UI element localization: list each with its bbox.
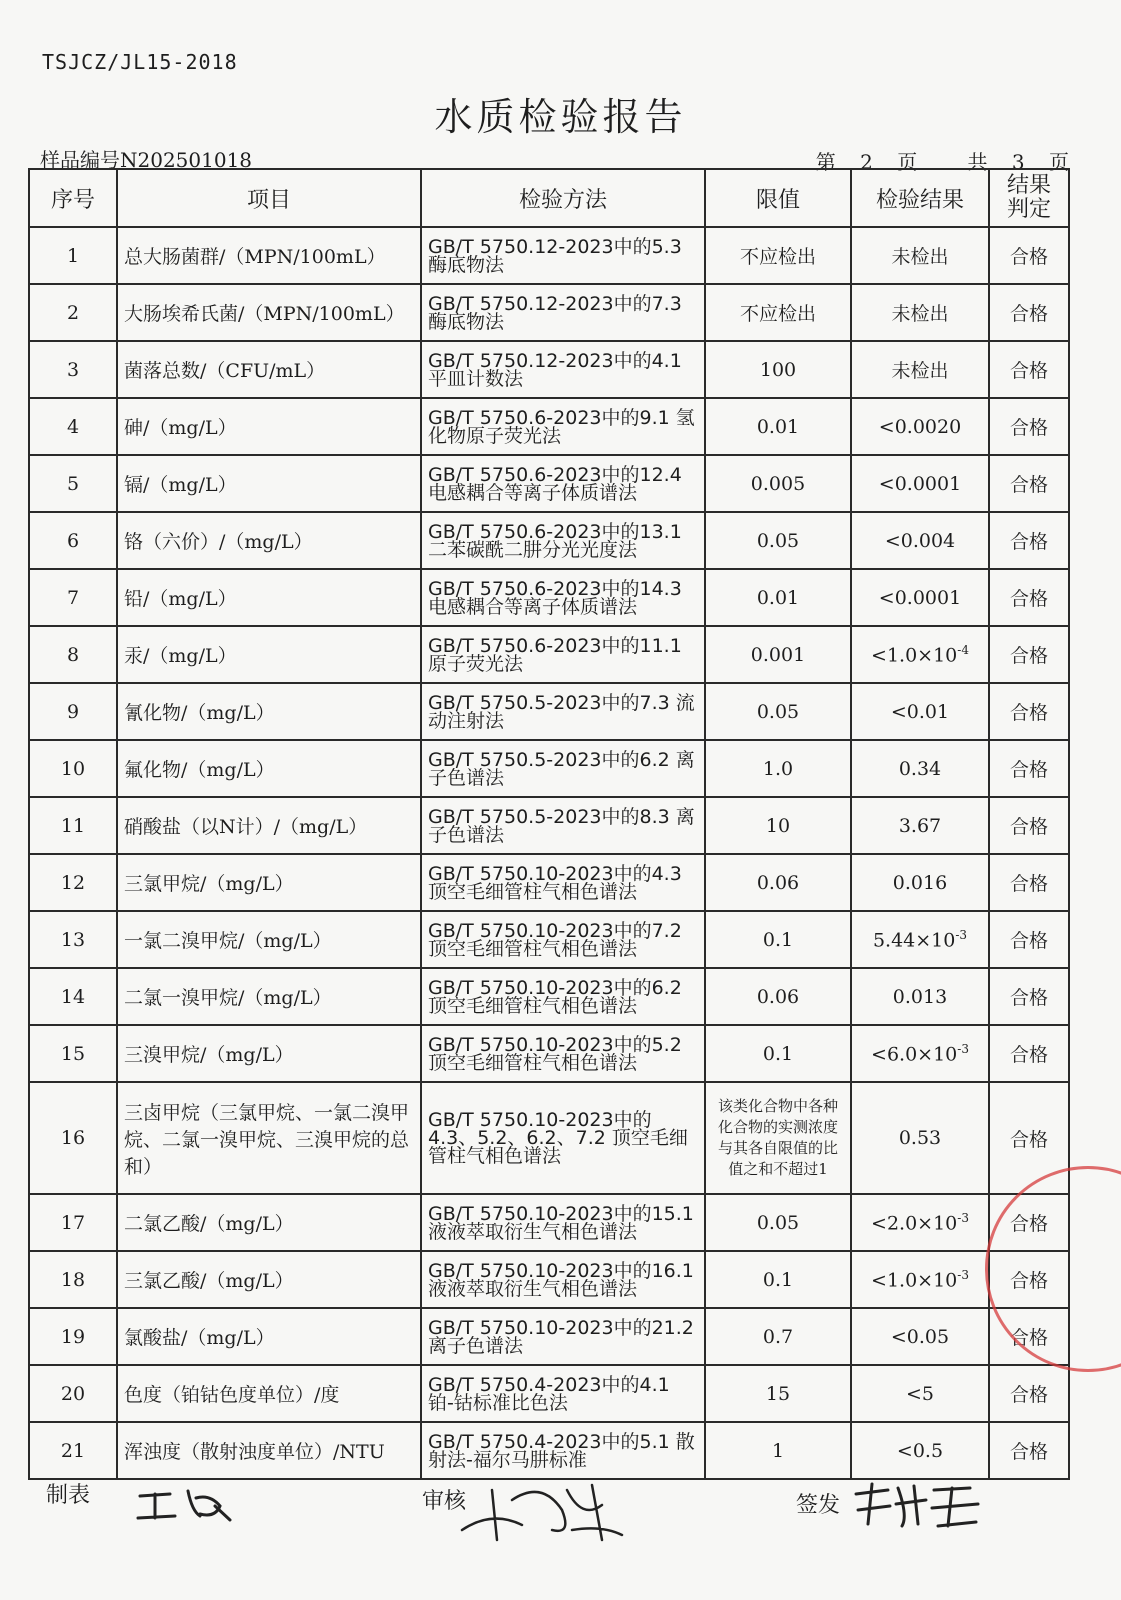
row-no-text: 5 — [66, 472, 80, 495]
row-method-text: GB/T 5750.12-2023中的5.3 酶底物法 — [428, 235, 682, 276]
row-item — [117, 341, 421, 398]
row-judgement-text: 合格 — [1009, 531, 1048, 553]
row-method-text: GB/T 5750.10-2023中的16.1 液液萃取衍生气相色谱法 — [428, 1259, 694, 1300]
page-total-label: 页 — [1049, 150, 1071, 174]
row-judgement — [989, 1025, 1069, 1082]
row-no-text: 9 — [66, 700, 80, 723]
row-judgement-text: 合格 — [1009, 930, 1048, 952]
row-limit — [705, 455, 851, 512]
row-method-text: GB/T 5750.10-2023中的6.2 顶空毛细管柱气相色谱法 — [428, 976, 682, 1017]
result-exponent: -4 — [957, 642, 969, 657]
row-item-text: 氰化物/（mg/L） — [124, 702, 275, 724]
row-item — [117, 1422, 421, 1479]
row-judgement — [989, 341, 1069, 398]
row-no-text: 19 — [60, 1325, 86, 1348]
row-item-text: 氯酸盐/（mg/L） — [124, 1327, 275, 1349]
row-result-text: 5.44×10 — [872, 929, 956, 952]
row-no — [29, 455, 117, 512]
page-label: 页 — [897, 150, 920, 174]
table-row — [29, 1082, 1069, 1194]
header-no: 序号 — [29, 169, 117, 227]
row-limit-text: 0.001 — [750, 643, 806, 666]
row-result — [851, 911, 989, 968]
row-item-text: 铅/（mg/L） — [124, 588, 237, 610]
row-item-text: 三氯乙酸/（mg/L） — [124, 1270, 294, 1292]
row-judgement — [989, 797, 1069, 854]
row-method-text: GB/T 5750.4-2023中的4.1 铂-钴标准比色法 — [428, 1373, 670, 1414]
row-limit-text: 10 — [765, 814, 791, 837]
row-result-text: 0.016 — [892, 871, 948, 894]
row-judgement — [989, 626, 1069, 683]
row-method — [421, 569, 705, 626]
row-limit — [705, 911, 851, 968]
row-limit — [705, 740, 851, 797]
row-judgement-text: 合格 — [1009, 1270, 1048, 1292]
row-method — [421, 1025, 705, 1082]
row-result — [851, 854, 989, 911]
row-result — [851, 740, 989, 797]
row-limit — [705, 341, 851, 398]
table-row — [29, 626, 1069, 683]
page-total-prefix: 共 — [967, 150, 990, 174]
row-no — [29, 1365, 117, 1422]
row-result-text: 3.67 — [898, 814, 942, 837]
row-method-text: GB/T 5750.5-2023中的8.3 离子色谱法 — [428, 805, 695, 846]
table-row — [29, 968, 1069, 1025]
row-item — [117, 1025, 421, 1082]
row-item-text: 一氯二溴甲烷/（mg/L） — [124, 930, 332, 952]
header-judge-line2: 判定 — [1006, 197, 1051, 222]
row-no-text: 2 — [66, 301, 80, 324]
row-method-text: GB/T 5750.10-2023中的15.1 液液萃取衍生气相色谱法 — [428, 1202, 694, 1243]
row-method — [421, 683, 705, 740]
row-result — [851, 683, 989, 740]
table-header-row — [29, 169, 1069, 227]
header-limit: 限值 — [705, 169, 851, 227]
row-method — [421, 1082, 705, 1194]
row-item — [117, 797, 421, 854]
row-no-text: 1 — [66, 244, 80, 267]
row-no — [29, 512, 117, 569]
row-item-text: 二氯乙酸/（mg/L） — [124, 1213, 294, 1235]
row-item — [117, 569, 421, 626]
row-limit — [705, 398, 851, 455]
row-item — [117, 1308, 421, 1365]
row-judgement — [989, 683, 1069, 740]
row-no — [29, 740, 117, 797]
row-no — [29, 797, 117, 854]
row-judgement-text: 合格 — [1009, 1044, 1048, 1066]
row-method — [421, 341, 705, 398]
row-method-text: GB/T 5750.10-2023中的21.2 离子色谱法 — [428, 1316, 694, 1357]
row-limit — [705, 1025, 851, 1082]
row-limit — [705, 1082, 851, 1194]
row-limit-text: 1.0 — [762, 757, 794, 780]
row-judgement-text: 合格 — [1009, 816, 1048, 838]
row-judgement — [989, 740, 1069, 797]
row-result — [851, 797, 989, 854]
row-method-text: GB/T 5750.10-2023中的4.3、5.2、6.2、7.2 顶空毛细管柱气相色谱法 — [428, 1109, 688, 1167]
row-limit-text: 0.05 — [756, 1211, 800, 1234]
row-item — [117, 683, 421, 740]
row-judgement — [989, 455, 1069, 512]
row-limit — [705, 1308, 851, 1365]
row-no-text: 12 — [60, 871, 86, 894]
row-judgement — [989, 1422, 1069, 1479]
row-method-text: GB/T 5750.6-2023中的14.3 电感耦合等离子体质谱法 — [428, 577, 682, 618]
row-judgement — [989, 854, 1069, 911]
row-result-text: <0.0001 — [878, 586, 962, 609]
row-item — [117, 284, 421, 341]
row-no-text: 3 — [66, 358, 80, 381]
row-judgement-text: 合格 — [1009, 246, 1048, 268]
reviewer-label: 审核 — [422, 1489, 467, 1514]
row-method-text: GB/T 5750.6-2023中的9.1 氢化物原子荧光法 — [428, 406, 695, 447]
table-row — [29, 911, 1069, 968]
row-no — [29, 569, 117, 626]
result-exponent: -3 — [957, 1267, 969, 1282]
table-row — [29, 455, 1069, 512]
row-item — [117, 1194, 421, 1251]
table-row — [29, 341, 1069, 398]
header-method: 检验方法 — [421, 169, 705, 227]
table-row — [29, 683, 1069, 740]
row-result — [851, 1308, 989, 1365]
row-limit-text: 0.7 — [762, 1325, 794, 1348]
row-method-text: GB/T 5750.6-2023中的11.1 原子荧光法 — [428, 634, 682, 675]
row-result — [851, 1025, 989, 1082]
row-item — [117, 1365, 421, 1422]
row-method-text: GB/T 5750.10-2023中的4.3 顶空毛细管柱气相色谱法 — [428, 862, 682, 903]
row-limit — [705, 512, 851, 569]
row-judgement-text: 合格 — [1009, 873, 1048, 895]
row-result-text: 未检出 — [891, 303, 949, 325]
row-no-text: 7 — [66, 586, 80, 609]
report-title: 水质检验报告 — [434, 95, 687, 139]
row-limit-text: 0.1 — [762, 1042, 794, 1065]
row-judgement — [989, 968, 1069, 1025]
row-no — [29, 1082, 117, 1194]
row-judgement — [989, 284, 1069, 341]
sample-number: 样品编号N202501018 — [40, 148, 253, 172]
row-result-text: 未检出 — [891, 360, 949, 382]
row-item — [117, 512, 421, 569]
row-limit — [705, 968, 851, 1025]
row-result — [851, 626, 989, 683]
row-result — [851, 1194, 989, 1251]
row-no — [29, 284, 117, 341]
row-item-text: 砷/（mg/L） — [124, 417, 237, 439]
row-item-text: 三溴甲烷/（mg/L） — [124, 1044, 294, 1066]
row-method — [421, 911, 705, 968]
result-exponent: -3 — [955, 927, 968, 942]
table-row — [29, 740, 1069, 797]
row-no-text: 14 — [60, 985, 86, 1008]
row-method-text: GB/T 5750.5-2023中的7.3 流动注射法 — [428, 691, 695, 732]
row-method-text: GB/T 5750.10-2023中的7.2 顶空毛细管柱气相色谱法 — [428, 919, 682, 960]
row-item — [117, 968, 421, 1025]
row-result-text: <0.05 — [890, 1325, 950, 1348]
row-item-text: 铬（六价）/（mg/L） — [124, 531, 313, 553]
row-result-text: <1.0×10 — [871, 1269, 958, 1292]
row-item-text: 总大肠菌群/（MPN/100mL） — [124, 246, 386, 268]
row-result — [851, 512, 989, 569]
results-table — [28, 168, 1070, 1480]
row-method-text: GB/T 5750.6-2023中的13.1 二苯碳酰二肼分光光度法 — [428, 520, 682, 561]
row-limit — [705, 227, 851, 284]
row-item-text: 三氯甲烷/（mg/L） — [124, 873, 294, 895]
row-method — [421, 398, 705, 455]
row-result — [851, 284, 989, 341]
row-item-text: 菌落总数/（CFU/mL） — [124, 360, 326, 382]
row-result — [851, 398, 989, 455]
row-no-text: 6 — [66, 529, 80, 552]
row-judgement — [989, 911, 1069, 968]
row-limit — [705, 1365, 851, 1422]
header-judge-line1: 结果 — [1006, 173, 1051, 198]
row-judgement-text: 合格 — [1009, 1213, 1048, 1235]
row-result-text: 0.013 — [892, 985, 948, 1008]
row-result-text: <0.0001 — [878, 472, 962, 495]
header-item: 项目 — [117, 169, 421, 227]
row-method-text: GB/T 5750.6-2023中的12.4 电感耦合等离子体质谱法 — [428, 463, 682, 504]
row-limit — [705, 683, 851, 740]
row-result-text: <5 — [905, 1382, 934, 1405]
row-no — [29, 1308, 117, 1365]
row-result — [851, 1082, 989, 1194]
table-row — [29, 569, 1069, 626]
row-limit-text: 不应检出 — [739, 246, 816, 268]
row-method — [421, 455, 705, 512]
table-row — [29, 1365, 1069, 1422]
row-judgement-text: 合格 — [1009, 360, 1048, 382]
row-limit-text: 0.1 — [762, 1268, 794, 1291]
row-limit — [705, 797, 851, 854]
row-no-text: 15 — [60, 1042, 86, 1065]
row-item-text: 汞/（mg/L） — [124, 645, 237, 667]
row-limit-text: 100 — [759, 358, 797, 381]
row-no-text: 20 — [60, 1382, 86, 1405]
row-judgement-text: 合格 — [1009, 417, 1048, 439]
row-method-text: GB/T 5750.12-2023中的7.3 酶底物法 — [428, 292, 682, 333]
header-result: 检验结果 — [851, 169, 989, 227]
table-row — [29, 1025, 1069, 1082]
row-no — [29, 1194, 117, 1251]
row-limit — [705, 284, 851, 341]
row-no-text: 18 — [60, 1268, 86, 1291]
row-item-text: 硝酸盐（以N计）/（mg/L） — [124, 816, 368, 838]
table-row — [29, 398, 1069, 455]
row-judgement-text: 合格 — [1009, 1441, 1048, 1463]
page-prefix: 第 — [815, 150, 838, 174]
row-method — [421, 1251, 705, 1308]
row-item — [117, 455, 421, 512]
row-judgement — [989, 569, 1069, 626]
row-judgement-text: 合格 — [1009, 987, 1048, 1009]
row-limit-text: 0.01 — [756, 586, 800, 609]
result-exponent: -3 — [957, 1210, 969, 1225]
page-total: 3 — [1011, 150, 1027, 174]
row-result-text: 0.34 — [898, 757, 942, 780]
row-limit-text: 0.005 — [750, 472, 806, 495]
row-no-text: 11 — [60, 814, 86, 837]
row-no — [29, 968, 117, 1025]
row-method — [421, 1308, 705, 1365]
row-limit — [705, 1251, 851, 1308]
row-limit-text: 15 — [765, 1382, 791, 1405]
table-row — [29, 854, 1069, 911]
row-judgement-text: 合格 — [1009, 1327, 1048, 1349]
row-no-text: 17 — [60, 1211, 86, 1234]
row-judgement-text: 合格 — [1009, 588, 1048, 610]
row-limit-text: 0.06 — [756, 871, 800, 894]
row-item — [117, 227, 421, 284]
row-result — [851, 1365, 989, 1422]
table-row — [29, 227, 1069, 284]
row-result — [851, 1422, 989, 1479]
page-current: 2 — [860, 150, 875, 174]
row-item — [117, 854, 421, 911]
table-row — [29, 1194, 1069, 1251]
row-judgement — [989, 1365, 1069, 1422]
row-limit — [705, 854, 851, 911]
row-result-text: 0.53 — [898, 1127, 942, 1149]
row-result — [851, 569, 989, 626]
row-method — [421, 854, 705, 911]
row-no — [29, 683, 117, 740]
row-limit — [705, 626, 851, 683]
row-method — [421, 512, 705, 569]
row-judgement — [989, 398, 1069, 455]
row-method-text: GB/T 5750.4-2023中的5.1 散射法-福尔马肼标准 — [428, 1430, 695, 1471]
row-limit-text: 该类化合物中各种化合物的实测浓度与其各自限值的比值之和不超过1 — [717, 1097, 838, 1178]
row-method — [421, 284, 705, 341]
row-method-text: GB/T 5750.10-2023中的5.2 顶空毛细管柱气相色谱法 — [428, 1033, 682, 1074]
row-result — [851, 341, 989, 398]
row-item — [117, 626, 421, 683]
row-method — [421, 227, 705, 284]
row-method — [421, 626, 705, 683]
row-no — [29, 398, 117, 455]
row-no — [29, 1422, 117, 1479]
result-exponent: -3 — [957, 1041, 969, 1056]
row-result-text: <6.0×10 — [871, 1043, 958, 1066]
row-item-text: 三卤甲烷（三氯甲烷、一氯二溴甲烷、二氯一溴甲烷、三溴甲烷的总和） — [124, 1101, 410, 1178]
row-limit — [705, 1422, 851, 1479]
table-row — [29, 1251, 1069, 1308]
document-code: TSJCZ/JL15-2018 — [42, 50, 238, 74]
row-result-text: <2.0×10 — [871, 1212, 958, 1235]
row-no-text: 8 — [66, 643, 80, 666]
table-row — [29, 512, 1069, 569]
row-limit-text: 0.05 — [756, 700, 800, 723]
row-item — [117, 398, 421, 455]
row-item-text: 色度（铂钴色度单位）/度 — [124, 1384, 340, 1406]
row-no — [29, 854, 117, 911]
row-limit-text: 不应检出 — [739, 303, 816, 325]
row-no-text: 10 — [60, 757, 86, 780]
row-item-text: 二氯一溴甲烷/（mg/L） — [124, 987, 332, 1009]
row-item-text: 氟化物/（mg/L） — [124, 759, 275, 781]
row-limit-text: 0.06 — [756, 985, 800, 1008]
row-method — [421, 1194, 705, 1251]
row-judgement-text: 合格 — [1009, 474, 1048, 496]
row-item — [117, 911, 421, 968]
row-judgement-text: 合格 — [1009, 759, 1048, 781]
row-no — [29, 341, 117, 398]
row-item — [117, 740, 421, 797]
row-no — [29, 227, 117, 284]
row-result — [851, 1251, 989, 1308]
row-item-text: 大肠埃希氏菌/（MPN/100mL） — [124, 303, 405, 325]
row-result — [851, 455, 989, 512]
table-row — [29, 797, 1069, 854]
row-item-text: 浑浊度（散射浊度单位）/NTU — [124, 1441, 385, 1463]
row-item — [117, 1082, 421, 1194]
row-limit-text: 0.05 — [756, 529, 800, 552]
row-limit — [705, 1194, 851, 1251]
row-no-text: 16 — [60, 1127, 86, 1149]
row-item — [117, 1251, 421, 1308]
row-judgement — [989, 512, 1069, 569]
row-result-text: <0.0020 — [878, 415, 962, 438]
reviewer-signature — [452, 1470, 632, 1550]
row-judgement-text: 合格 — [1009, 303, 1048, 325]
row-method — [421, 968, 705, 1025]
row-method-text: GB/T 5750.5-2023中的6.2 离子色谱法 — [428, 748, 695, 789]
row-method — [421, 740, 705, 797]
row-result-text: <1.0×10 — [871, 644, 958, 667]
row-no-text: 4 — [66, 415, 80, 438]
row-result-text: 未检出 — [891, 246, 949, 268]
row-judgement-text: 合格 — [1009, 1384, 1048, 1406]
row-no — [29, 1025, 117, 1082]
row-judgement-text: 合格 — [1009, 645, 1048, 667]
row-no-text: 13 — [60, 928, 86, 951]
row-result — [851, 968, 989, 1025]
row-result — [851, 227, 989, 284]
row-judgement-text: 合格 — [1009, 1128, 1048, 1151]
row-judgement — [989, 227, 1069, 284]
row-judgement-text: 合格 — [1009, 702, 1048, 724]
row-no — [29, 626, 117, 683]
row-no-text: 21 — [60, 1439, 86, 1462]
row-method-text: GB/T 5750.12-2023中的4.1 平皿计数法 — [428, 349, 682, 390]
row-limit-text: 1 — [771, 1439, 785, 1462]
row-limit-text: 0.1 — [762, 928, 794, 951]
table-row — [29, 284, 1069, 341]
row-limit-text: 0.01 — [756, 415, 800, 438]
issuer-label: 签发 — [796, 1493, 841, 1518]
maker-label: 制表 — [46, 1483, 91, 1508]
row-result-text: <0.01 — [890, 700, 950, 723]
row-method — [421, 797, 705, 854]
row-result-text: <0.004 — [884, 529, 956, 552]
row-method — [421, 1365, 705, 1422]
row-result-text: <0.5 — [896, 1439, 944, 1462]
row-item-text: 镉/（mg/L） — [124, 474, 237, 496]
row-limit — [705, 569, 851, 626]
row-no — [29, 911, 117, 968]
header-judge — [989, 169, 1069, 227]
maker-signature — [130, 1476, 240, 1526]
issuer-signature — [848, 1476, 988, 1532]
table-row — [29, 1308, 1069, 1365]
row-no — [29, 1251, 117, 1308]
